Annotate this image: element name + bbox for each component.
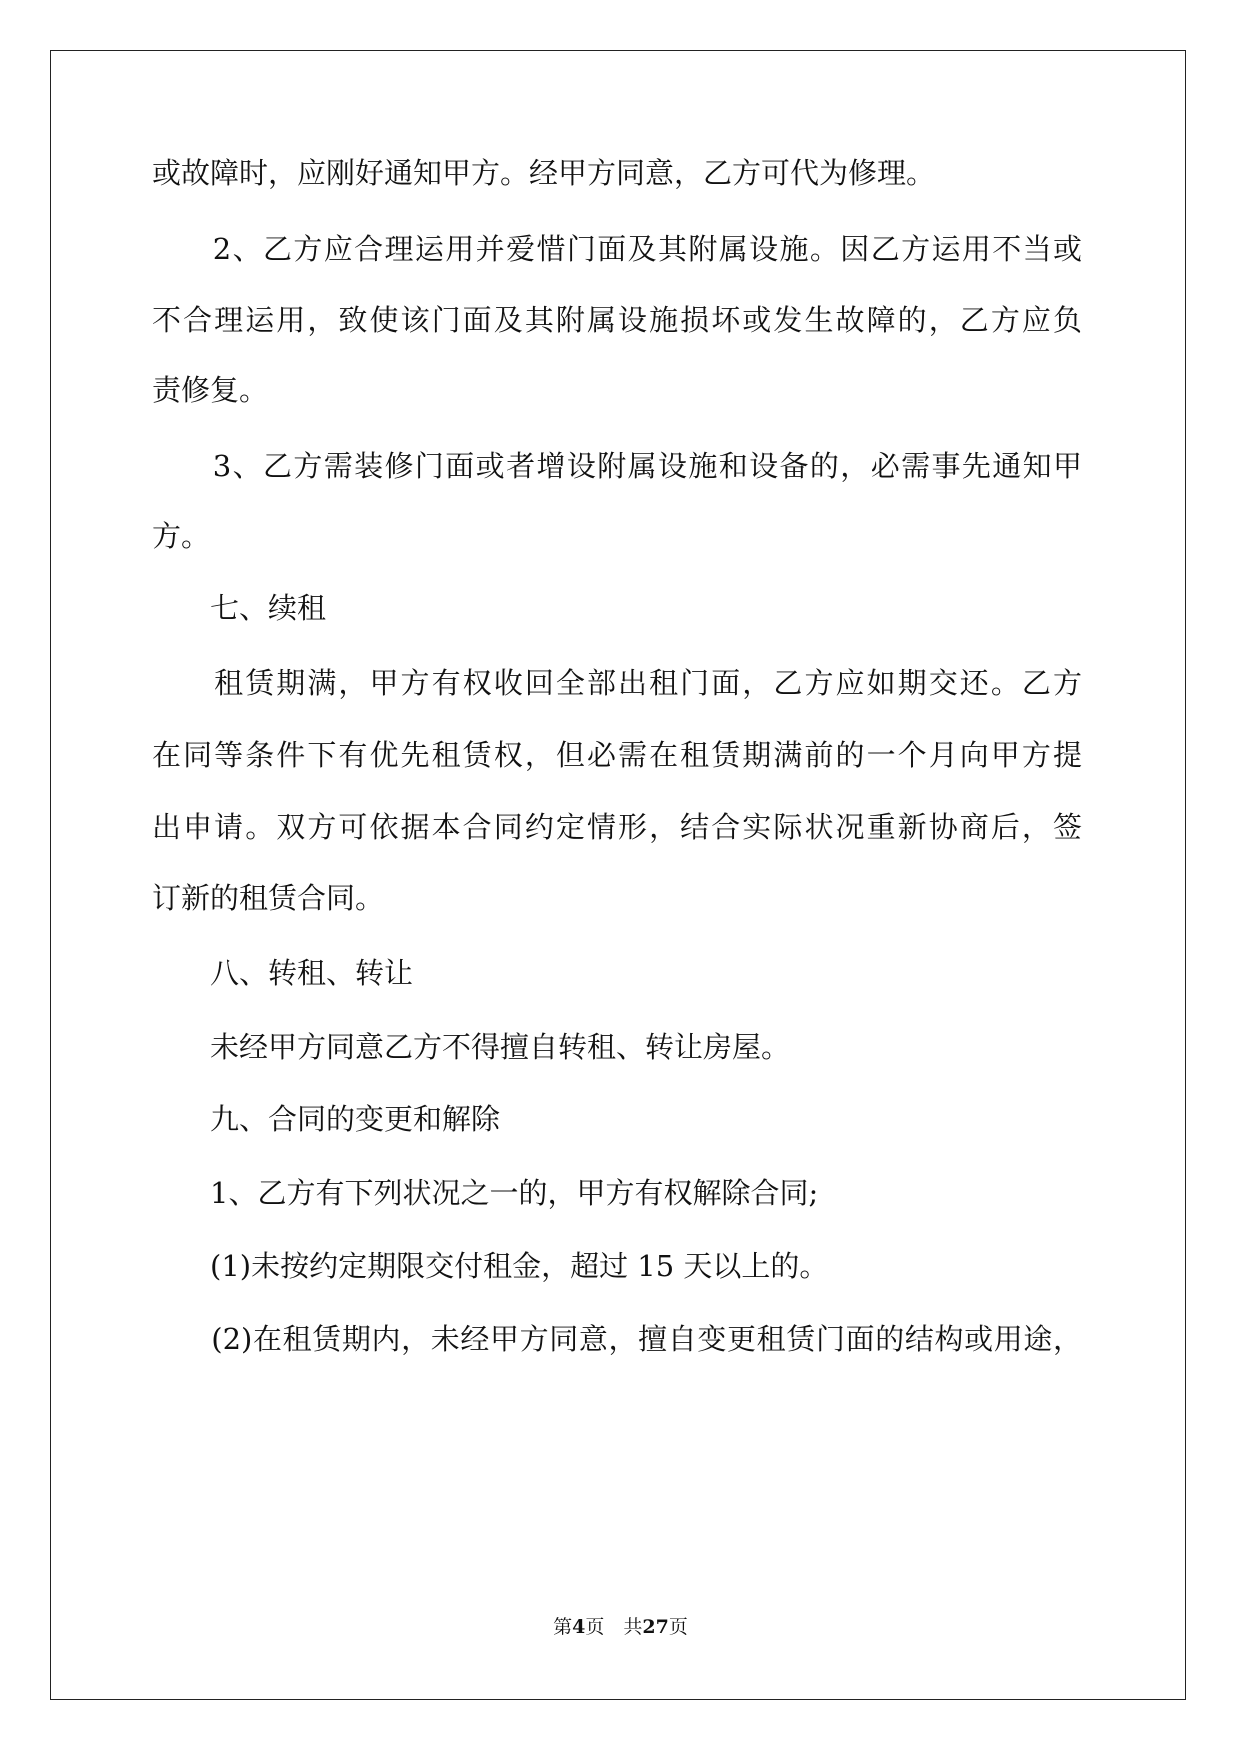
text-line: 租赁期满，甲方有权收回全部出租门面，乙方应如期交还。乙方 xyxy=(152,666,1082,700)
footer-middle: 页 共 xyxy=(585,1616,643,1638)
section-heading: 九、合同的变更和解除 xyxy=(152,1102,501,1136)
text-line: 或故障时，应刚好通知甲方。经甲方同意，乙方可代为修理。 xyxy=(152,156,936,190)
text-line: 2、乙方应合理运用并爱惜门面及其附属设施。因乙方运用不当或 xyxy=(152,232,1082,266)
text-line: 3、乙方需装修门面或者增设附属设施和设备的，必需事先通知甲 xyxy=(152,449,1082,483)
section-heading: 七、续租 xyxy=(152,591,327,625)
text-line: 不合理运用，致使该门面及其附属设施损坏或发生故障的，乙方应负 xyxy=(152,303,1082,337)
footer-page-number: 4 xyxy=(572,1616,586,1638)
footer-total-pages: 27 xyxy=(642,1616,669,1638)
text-line: 责修复。 xyxy=(152,373,269,407)
text-line: 出申请。双方可依据本合同约定情形，结合实际状况重新协商后，签 xyxy=(152,810,1082,844)
text-line: 1、乙方有下列状况之一的，甲方有权解除合同; xyxy=(152,1176,819,1210)
page-footer xyxy=(0,1612,1241,1639)
text-line: 未经甲方同意乙方不得擅自转租、转让房屋。 xyxy=(152,1030,791,1064)
text-line: (2)在租赁期内，未经甲方同意，擅自变更租赁门面的结构或用途， xyxy=(152,1322,1082,1356)
text-line: 订新的租赁合同。 xyxy=(152,881,385,915)
section-heading: 八、转租、转让 xyxy=(152,956,414,990)
page-border xyxy=(50,50,1186,1700)
text-line: 方。 xyxy=(152,519,211,553)
text-line: 在同等条件下有优先租赁权，但必需在租赁期满前的一个月向甲方提 xyxy=(152,738,1082,772)
text-line: (1)未按约定期限交付租金，超过 15 天以上的。 xyxy=(152,1249,829,1283)
footer-suffix: 页 xyxy=(668,1616,688,1638)
footer-prefix: 第 xyxy=(553,1616,573,1638)
